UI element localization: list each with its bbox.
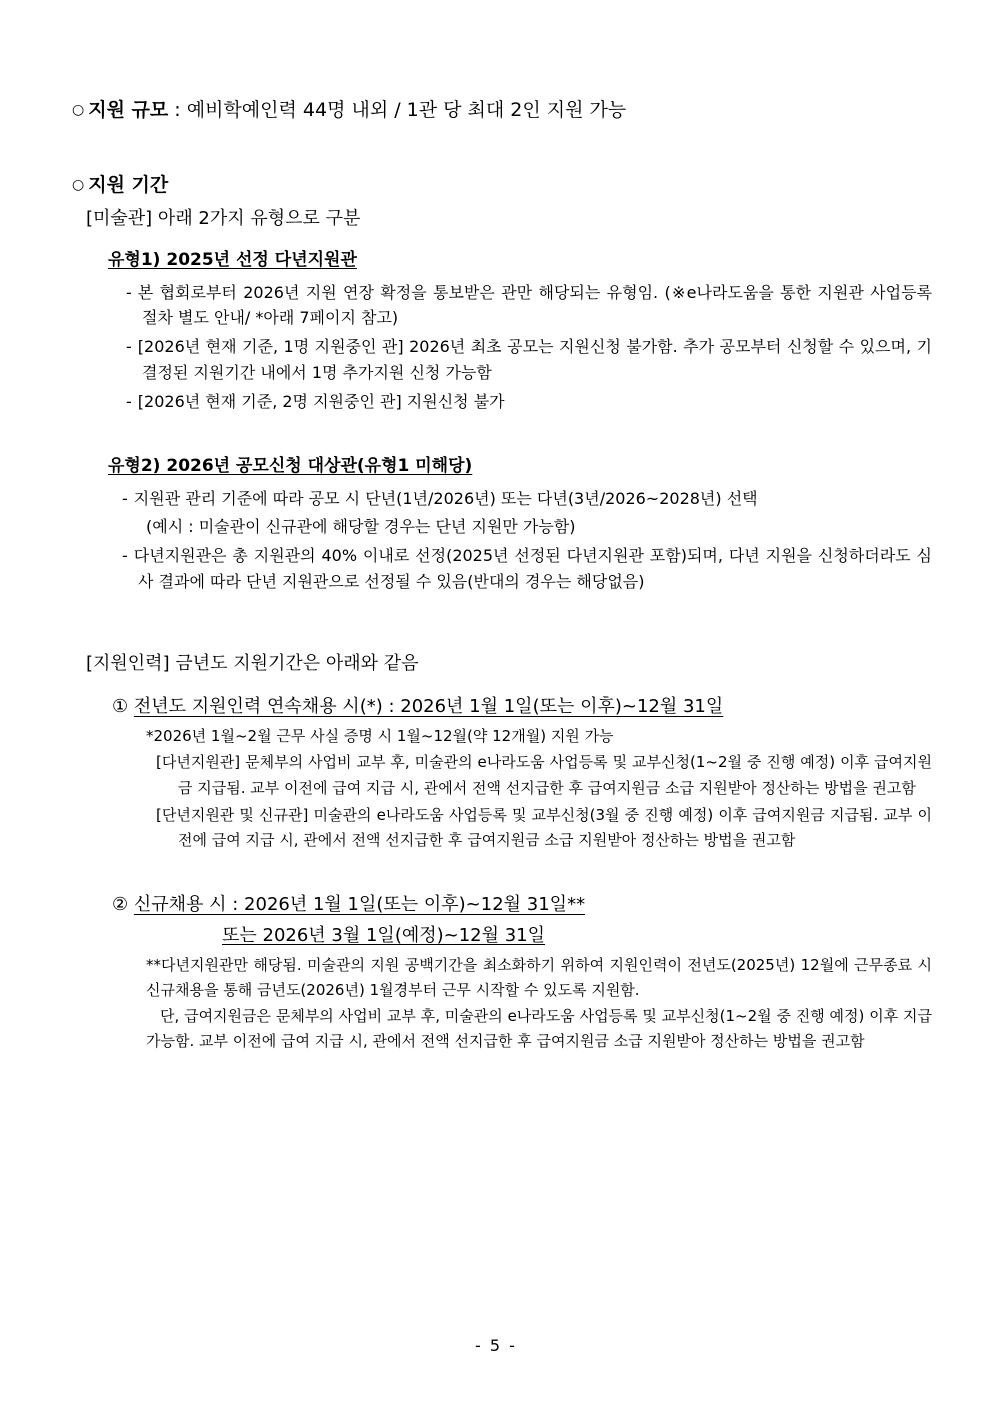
heading-support-scale-value: : 예비학예인력 44명 내외 / 1관 당 최대 2인 지원 가능 (168, 99, 627, 121)
type2-title (72, 454, 932, 480)
heading-support-period (72, 171, 932, 200)
type1-item-3-text: [2026년 현재 기준, 2명 지원중인 관] 지원신청 불가 (137, 392, 505, 412)
staff-item-2-note-1: **다년지원관만 해당됨. 미술관의 지원 공백기간을 최소화하기 위하여 지원인력이 전년도(2025년) 12월에 근무종료 시 신규채용을 통해 금년도(2026년) 1월경부터 근무 시작할 수 있도록 지원함. (146, 956, 932, 1000)
heading-support-scale (72, 96, 932, 125)
staff-period-label (72, 650, 932, 677)
heading-support-scale-label: 지원 규모 (88, 99, 169, 121)
staff-item-2-title2-text: 또는 2026년 3월 1일(예정)~12월 31일 (222, 925, 546, 947)
dash-marker: - (126, 392, 132, 412)
type2-item-3 (72, 543, 932, 595)
type1-item-2 (72, 334, 932, 386)
type2-item-3-text: 다년지원관은 총 지원관의 40% 이내로 선정(2025년 선정된 다년지원관 포함)되며, 다년 지원을 신청하더라도 심사 결과에 따라 단년 지원관으로 선정될 수 있음(반대의 경우는 해당없음) (133, 546, 932, 592)
type2-item-2-text: (예시 : 미술관이 신규관에 해당할 경우는 단년 지원만 가능함) (146, 517, 576, 537)
staff-item-1-note: *2026년 1월~2월 근무 사실 증명 시 1월~12월(약 12개월) 지원 가능 (146, 727, 614, 746)
type2-item-2-example (72, 514, 932, 540)
dash-marker: - (126, 337, 132, 357)
document-content (72, 96, 932, 1054)
staff-period-label-text: [지원인력] 금년도 지원기간은 아래와 같음 (86, 653, 419, 675)
staff-item-2-title-text: 신규채용 시 : 2026년 1월 1일(또는 이후)~12월 31일** (133, 894, 586, 916)
type1-item-1 (72, 280, 932, 332)
page-number: - 5 - (475, 1336, 517, 1355)
circle-bullet-icon: ○ (72, 102, 85, 118)
type1-item-1-text: 본 협회로부터 2026년 지원 연장 확정을 통보받은 관만 해당되는 유형임. (※e나라도움을 통한 지원관 사업등록 절차 별도 안내/ *아래 7페이지 참고) (137, 282, 932, 328)
type2-title-text: 유형2) 2026년 공모신청 대상관(유형1 미해당) (108, 456, 473, 477)
type1-title-text: 유형1) 2025년 선정 다년지원관 (108, 250, 357, 270)
staff-item-2-title (72, 891, 932, 918)
staff-item-1-number: ① (112, 696, 129, 718)
type1-item-2-text: [2026년 현재 기준, 1명 지원중인 관] 2026년 최초 공모는 지원신청 불가함. 추가 공모부터 신청할 수 있으며, 기 결정된 지원기간 내에서 1명 추가지원 신청 가능함 (137, 337, 932, 383)
type1-title (72, 248, 932, 274)
heading-support-period-label: 지원 기간 (88, 173, 169, 196)
staff-item-1-title (72, 693, 932, 720)
staff-item-2-title2 (72, 922, 932, 949)
staff-item-1-block-1: [다년지원관] 문체부의 사업비 교부 후, 미술관의 e나라도움 사업등록 및 교부신청(1~2월 중 진행 예정) 이후 급여지원금 지급됨. 교부 이전에 급여 지급 시, 관에서 전액 선지급한 후 급여지원금 소급 지원받아 정산하는 방법을 권고함 (156, 753, 932, 797)
staff-item-1-block-2: [단년지원관 및 신규관] 미술관의 e나라도움 사업등록 및 교부신청(3월 중 진행 예정) 이후 급여지원금 지급됨. 교부 이전에 급여 지급 시, 관에서 전액 선지급한 후 급여지원금 소급 지원받아 정산하는 방법을 권고함 (156, 805, 932, 850)
type2-item-1 (72, 486, 932, 512)
type1-item-3 (72, 389, 932, 415)
dash-marker: - (122, 488, 128, 508)
museum-type-label: [미술관] 아래 2가지 유형으로 구분 (86, 208, 361, 229)
dash-marker: - (122, 546, 128, 566)
staff-item-2-number: ② (112, 894, 129, 916)
staff-item-1-title-text: 전년도 지원인력 연속채용 시(*) : 2026년 1월 1일(또는 이후)~12월 31일 (133, 696, 724, 718)
circle-bullet-icon: ○ (72, 176, 85, 193)
type2-item-1-text: 지원관 관리 기준에 따라 공모 시 단년(1년/2026년) 또는 다년(3년/2026~2028년) 선택 (133, 488, 758, 508)
staff-item-2-note-2: 단, 급여지원금은 문체부의 사업비 교부 후, 미술관의 e나라도움 사업등록 및 교부신청(1~2월 중 진행 예정) 이후 지급 가능함. 교부 이전에 급여 지급 시, 관에서 전액 선지급한 후 급여지원금 소급 지원받아 정산하는 방법을 권고함 (146, 1006, 932, 1050)
dash-marker: - (126, 282, 132, 302)
